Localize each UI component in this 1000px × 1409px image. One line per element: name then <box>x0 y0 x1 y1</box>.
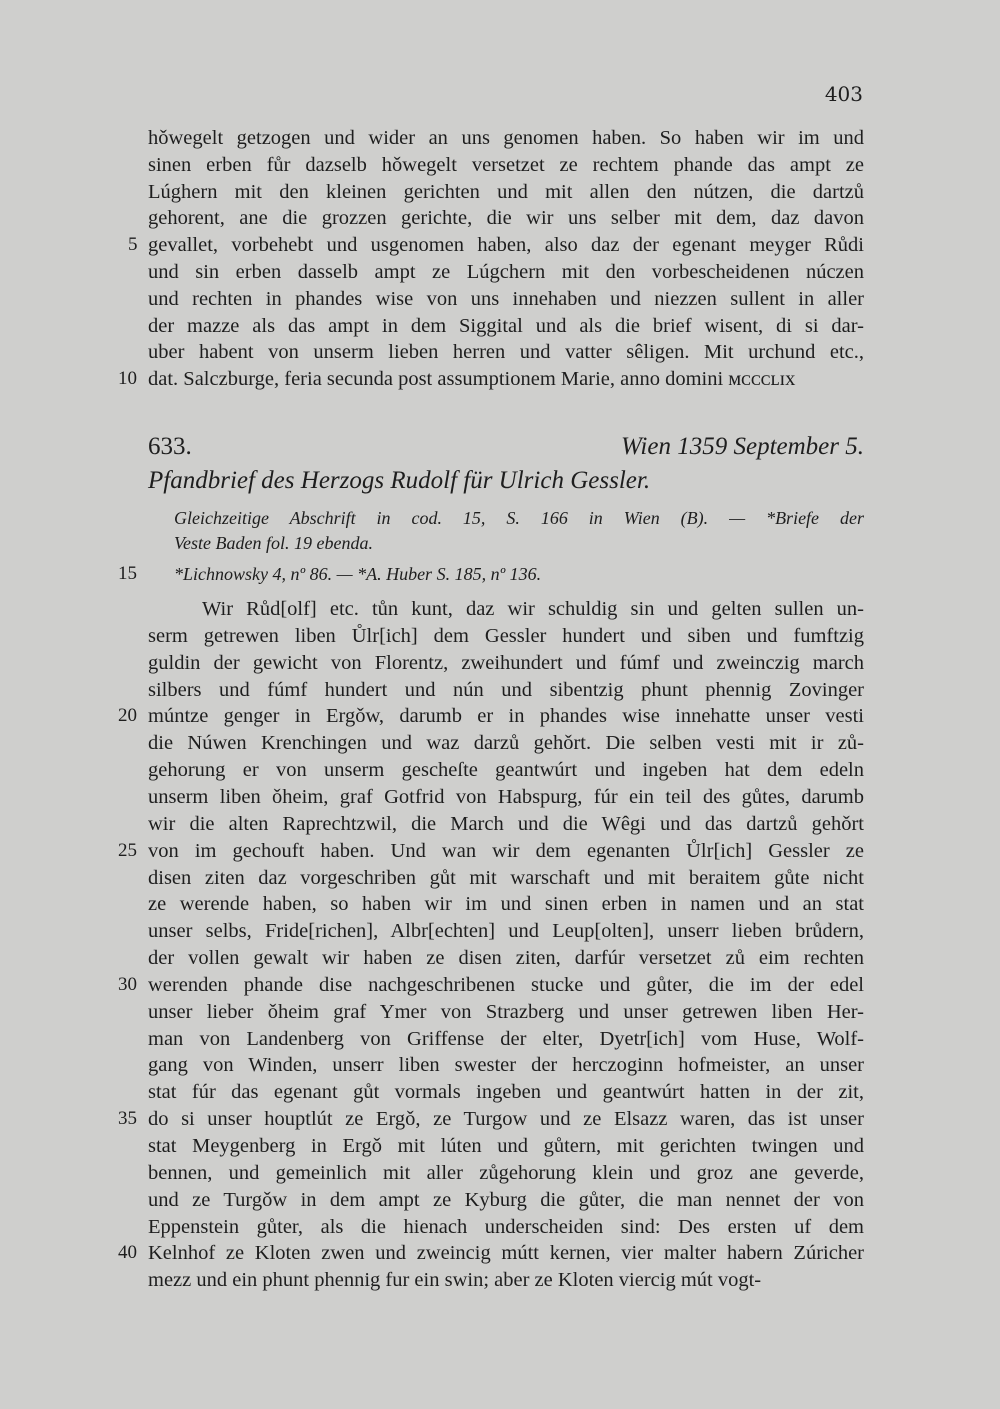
text-line: gevallet, vorbehebt und usgenomen haben, also daz der egenant meyger Růdi <box>148 234 864 257</box>
text-line: unser selbs, Fride[richen], Albr[echten] und Leup[olten], unserr lieben brůdern, <box>148 920 864 943</box>
text-line: silbers und fúmf hundert und nún und sibentzig phunt phennig Zovinger <box>148 678 864 701</box>
page-number: 403 <box>824 82 863 106</box>
text-line: werenden phande dise nachgeschribenen stucke und gůter, die im der edel <box>148 973 864 996</box>
line-number: 40 <box>118 1242 137 1264</box>
text-line: serm getrewen liben Ůlr[ich] dem Gessler hundert und siben und fumftzig <box>148 624 864 647</box>
text-line: und ze Turgǒw in dem ampt ze Kyburg die gůter, die man nennet der von <box>148 1188 864 1211</box>
text-line: Lúghern mit den kleinen gerichten und mit allen den nútzen, die dartzů <box>148 180 864 203</box>
source-note-line: Veste Baden fol. 19 ebenda. <box>174 533 373 553</box>
line-number: 25 <box>118 839 137 861</box>
text-line: unserm liben ǒheim, graf Gotfrid von Habspurg, fúr ein teil des gůtes, darumb <box>148 785 864 808</box>
line-number: 5 <box>128 234 138 256</box>
text-line: der mazze als das ampt in dem Siggital und als die brief wisent, di si dar- <box>148 314 864 337</box>
line-number: 35 <box>118 1108 137 1130</box>
text-line: dat. Salczburge, feria secunda post assumptionem Marie, anno domini ᴍᴄᴄᴄʟɪx <box>148 368 796 391</box>
text-line: gehorung er von unserm gescheſte geantwúrt und ingeben hat dem edeln <box>148 759 864 782</box>
line-number: 30 <box>118 973 137 995</box>
text-line: guldin der gewicht von Florentz, zweihundert und fúmf und zweinczig march <box>148 651 864 674</box>
text-line: unser lieber ǒheim graf Ymer von Strazberg und unser getrewen liben Her- <box>148 1000 864 1023</box>
text-line: disen ziten daz vorgeschriben gůt mit warschaft und mit beraitem gůte nicht <box>148 866 864 889</box>
text-line: stat Meygenberg in Ergǒ mit lúten und gůtern, mit gerichten twingen und <box>148 1135 864 1157</box>
text-line: man von Landenberg von Griffense der elter, Dyetr[ich] vom Huse, Wolf- <box>148 1027 864 1050</box>
text-line: und rechten in phandes wise von uns innehaben und niezzen sullent in aller <box>148 287 864 310</box>
document-title: Pfandbrief des Herzogs Rudolf für Ulrich Gessler. <box>148 467 651 494</box>
line-number: 20 <box>118 705 137 727</box>
text-line: sinen erben fůr dazselb hǒwegelt versetzet ze rechtem phande das ampt ze <box>148 153 864 176</box>
text-line: bennen, und gemeinlich mit aller zůgehorung klein und groz ane geverde, <box>148 1161 864 1184</box>
text-line: mezz und ein phunt phennig fur ein swin; aber ze Kloten viercig mút vogt- <box>148 1269 762 1292</box>
text-line: der vollen gewalt wir haben ze disen ziten, darfúr versetzet zů eim rechten <box>148 947 864 970</box>
text-line: von im gechouft haben. Und wan wir dem egenanten Ůlr[ich] Gessler ze <box>148 839 864 862</box>
text-line: und sin erben dasselb ampt ze Lúgchern mit den vorbescheidenen núczen <box>148 261 864 283</box>
text-line: gehorent, ane die grozzen gerichte, die wir uns selber mit dem, daz davon <box>148 207 864 230</box>
text-line: Wir Růd[olf] etc. tůn kunt, daz wir schuldig sin und gelten sullen un- <box>202 598 864 620</box>
text-line: stat fúr das egenant gůt vormals ingeben und geantwúrt hatten in der zit, <box>148 1081 864 1104</box>
source-note-line: Gleichzeitige Abschrift in cod. 15, S. 166 in Wien (B). — *Briefe der <box>174 508 864 528</box>
text-line: gang von Winden, unserr liben swester der herczoginn hofmeister, an unser <box>148 1054 864 1077</box>
source-note-line: *Lichnowsky 4, nº 86. — *A. Huber S. 185, nº 136. <box>174 564 542 584</box>
text-line: wir die alten Raprechtzwil, die March und die Wêgi und das dartzů gehǒrt <box>148 812 864 835</box>
text-line: Kelnhof ze Kloten zwen und zweincig mútt kernen, vier malter habern Zúricher <box>148 1242 864 1265</box>
line-number: 15 <box>118 563 137 584</box>
document-date: Wien 1359 September 5. <box>620 433 864 460</box>
text-line: die Núwen Krenchingen und waz darzů gehǒrt. Die selben vesti mit ir zů- <box>148 732 864 755</box>
text-line: ze werende haben, so haben wir im und sinen erben in namen und an stat <box>148 893 864 916</box>
text-line: uber habent von unserm lieben herren und vatter sêligen. Mit urchund etc., <box>148 341 864 364</box>
document-number: 633. <box>148 433 192 460</box>
text-line: hǒwegelt getzogen und wider an uns genomen haben. So haben wir im und <box>148 127 864 149</box>
line-number: 10 <box>118 368 137 390</box>
text-line: Eppenstein gůter, als die hienach underscheiden sind: Des ersten uf dem <box>148 1215 864 1238</box>
text-line: múntze genger in Ergǒw, darumb er in phandes wise innehatte unser vesti <box>148 705 864 728</box>
text-line: do si unser houptlút ze Ergǒ, ze Turgow und ze Elsazz waren, das ist unser <box>148 1108 864 1131</box>
